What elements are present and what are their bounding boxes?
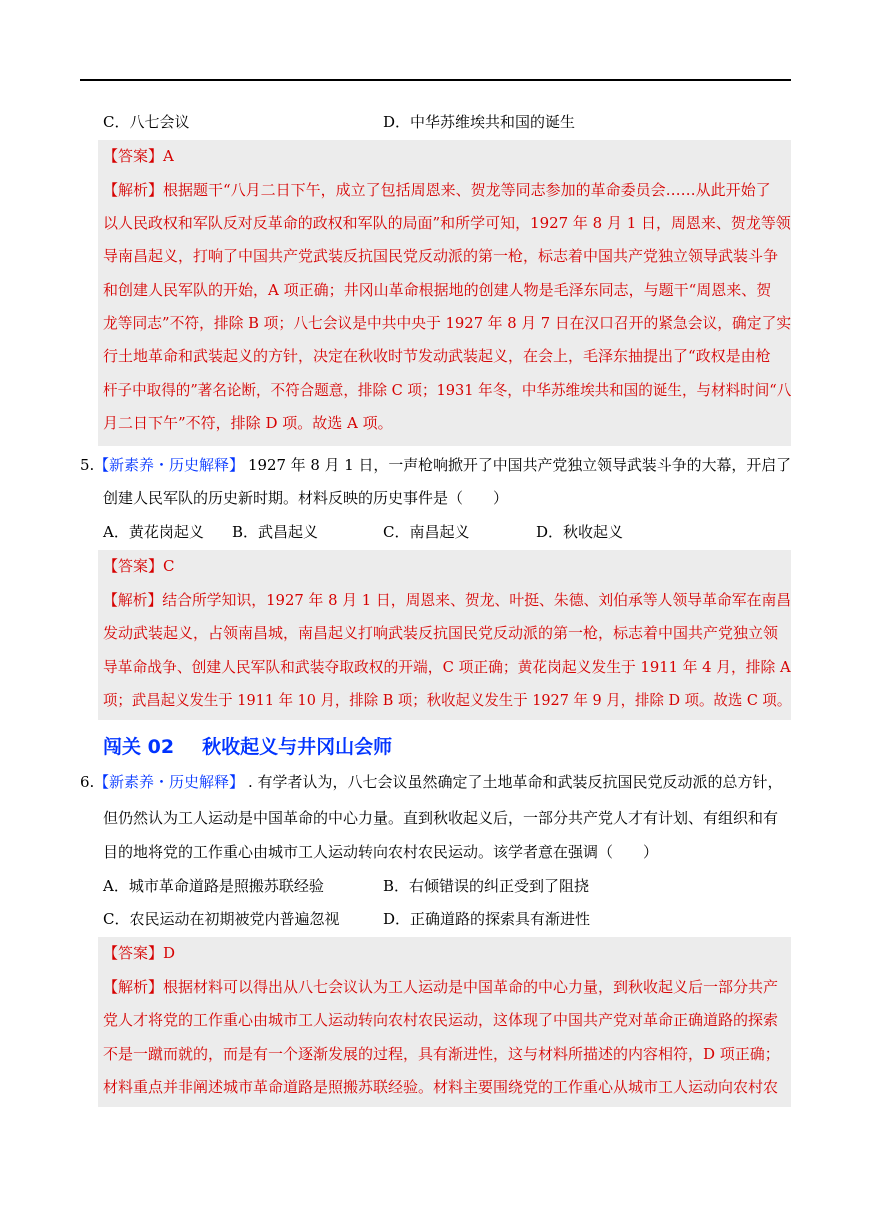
q4-answer: 【答案】A — [103, 147, 174, 165]
header-rule — [80, 79, 791, 81]
q5-option-b: B．武昌起义 — [232, 523, 319, 541]
q6-stem-line: 目的地将党的工作重心由城市工人运动转向农村农民运动。该学者意在强调（ ） — [103, 843, 659, 861]
q6-analysis-line: 【解析】根据材料可以得出从八七会议认为工人运动是中国革命的中心力量，到秋收起义后一部分共产 — [103, 978, 779, 996]
q6-option-d: D．正确道路的探索具有渐进性 — [383, 910, 591, 928]
q6-analysis-line: 党人才将党的工作重心由城市工人运动转向农村农民运动，这体现了中国共产党对革命正确道路的探索 — [103, 1011, 779, 1029]
q4-analysis-line: 龙等同志”不符，排除 B 项；八七会议是中共中央于 1927 年 8 月 7 日在汉口召开的紧急会议，确定了实 — [103, 314, 792, 332]
q4-analysis-line: 以人民政权和军队反对反革命的政权和军队的局面”和所学可知，1927 年 8 月 1 日，周恩来、贺龙等领 — [103, 214, 791, 232]
q4-option-d: D．中华苏维埃共和国的诞生 — [383, 113, 576, 131]
section-label: 闯关 02 — [103, 736, 175, 758]
q5-analysis-line: 发动武装起义，占领南昌城，南昌起义打响武装反抗国民党反动派的第一枪，标志着中国共产党独立领 — [103, 624, 779, 642]
q4-analysis-line: 杆子中取得的”著名论断，不符合题意，排除 C 项；1931 年冬，中华苏维埃共和国的诞生，与材料时间“八 — [103, 381, 792, 399]
q4-analysis-line: 和创建人民军队的开始，A 项正确；井冈山革命根据地的创建人物是毛泽东同志，与题干“周恩来、贺 — [103, 281, 772, 299]
q6-option-c: C．农民运动在初期被党内普遍忽视 — [103, 910, 340, 928]
q4-analysis-line: 【解析】根据题干“八月二日下午，成立了包括周恩来、贺龙等同志参加的革命委员会……从此开始了 — [103, 181, 771, 199]
section-title: 秋收起义与井冈山会师 — [202, 736, 393, 758]
q6-analysis-line: 不是一蹴而就的，而是有一个逐渐发展的过程，具有渐进性，这与材料所描述的内容相符，D 项正确； — [103, 1045, 780, 1063]
q5-analysis-line: 【解析】结合所学知识，1927 年 8 月 1 日，周恩来、贺龙、叶挺、朱德、刘伯承等人领导革命军在南昌 — [103, 591, 792, 609]
q5-tag: 【新素养・历史解释】 — [94, 456, 245, 474]
q5-analysis-line: 项；武昌起义发生于 1911 年 10 月，排除 B 项；秋收起义发生于 1927 年 9 月，排除 D 项。故选 C 项。 — [103, 691, 792, 709]
q6-option-a: A．城市革命道路是照搬苏联经验 — [103, 877, 324, 895]
q5-option-c: C．南昌起义 — [383, 523, 470, 541]
q6-number: 6. — [80, 773, 95, 791]
q5-answer: 【答案】C — [103, 557, 175, 575]
q5-option-a: A．黄花岗起义 — [103, 523, 204, 541]
q4-analysis-line: 月二日下午”不符，排除 D 项。故选 A 项。 — [103, 414, 393, 432]
q4-analysis-line: 导南昌起义，打响了中国共产党武装反抗国民党反动派的第一枪，标志着中国共产党独立领导武装斗争 — [103, 247, 779, 265]
q4-analysis-line: 行土地革命和武装起义的方针，决定在秋收时节发动武装起义，在会上，毛泽东抽提出了“政权是由枪 — [103, 347, 771, 365]
q6-tag: 【新素养・历史解释】 — [94, 773, 245, 791]
q5-stem-line: 1927 年 8 月 1 日，一声枪响掀开了中国共产党独立领导武装斗争的大幕，开启了 — [248, 456, 792, 474]
q6-analysis-line: 材料重点并非阐述城市革命道路是照搬苏联经验。材料主要围绕党的工作重心从城市工人运动向农村农 — [103, 1078, 779, 1096]
q6-stem-line: . 有学者认为，八七会议虽然确定了土地革命和武装反抗国民党反动派的总方针， — [248, 773, 783, 791]
q6-answer: 【答案】D — [103, 944, 176, 962]
q5-number: 5. — [80, 456, 95, 474]
q5-analysis-line: 导革命战争、创建人民军队和武装夺取政权的开端，C 项正确；黄花岗起义发生于 1911 年 4 月，排除 A — [103, 658, 791, 676]
q5-option-d: D．秋收起义 — [536, 523, 624, 541]
q4-option-c: C．八七会议 — [103, 113, 190, 131]
q6-stem-line: 但仍然认为工人运动是中国革命的中心力量。直到秋收起义后，一部分共产党人才有计划、有组织和有 — [103, 809, 779, 827]
q6-option-b: B．右倾错误的纠正受到了阻挠 — [383, 877, 590, 895]
section-heading — [103, 732, 392, 759]
q5-stem-line: 创建人民军队的历史新时期。材料反映的历史事件是（ ） — [103, 489, 509, 507]
